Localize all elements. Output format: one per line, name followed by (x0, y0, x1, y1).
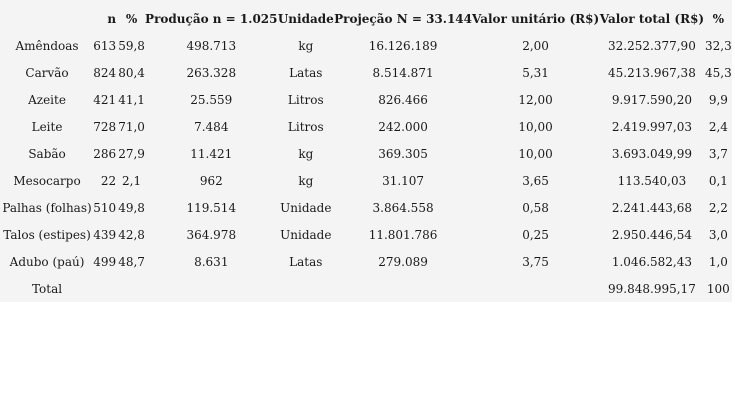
table-row (2, 221, 732, 248)
row-label: Amêndoas (15, 38, 79, 53)
cell-producao: 11.421 (190, 146, 233, 161)
cell-producao: 263.328 (186, 65, 237, 80)
cell-pct-total: 0,1 (708, 173, 728, 188)
cell-valor-unitario: 2,00 (522, 38, 549, 53)
cell-unidade: Latas (289, 65, 323, 80)
table-row (2, 113, 732, 140)
cell-projecao: 369.305 (378, 146, 428, 161)
cell-n: 499 (93, 254, 117, 269)
cell-valor-total: 3.693.049,99 (611, 146, 692, 161)
row-label: Palhas (folhas) (2, 200, 92, 215)
total-row (2, 275, 732, 302)
header-pct: % (125, 11, 138, 26)
cell-valor-total: 113.540,03 (617, 173, 687, 188)
row-label: Leite (31, 119, 63, 134)
cell-pct: 42,8 (118, 227, 145, 242)
table-row (2, 86, 732, 113)
cell-valor-unitario: 0,25 (522, 227, 549, 242)
production-value-table (2, 5, 732, 302)
header-valor-total: Valor total (R$) (599, 11, 705, 26)
header-valor-unitario: Valor unitário (R$) (472, 11, 600, 26)
total-label: Total (31, 281, 63, 296)
header-label (2, 5, 92, 32)
cell-pct: 2,1 (122, 173, 142, 188)
cell-projecao: 31.107 (382, 173, 425, 188)
table-row (2, 194, 732, 221)
cell-unidade: kg (298, 146, 314, 161)
cell-valor-total: 2.419.997,03 (611, 119, 692, 134)
cell-pct-total: 3,7 (708, 146, 728, 161)
cell-valor-total: 45.213.967,38 (608, 65, 696, 80)
row-label: Talos (estipes) (3, 227, 91, 242)
cell-n: 728 (93, 119, 117, 134)
cell-n: 824 (93, 65, 117, 80)
cell-n: 613 (93, 38, 117, 53)
header-pct-total: % (712, 11, 725, 26)
table-row (2, 59, 732, 86)
cell-pct: 27,9 (118, 146, 145, 161)
cell-empty (334, 275, 472, 302)
cell-unidade: Litros (287, 92, 324, 107)
cell-projecao: 242.000 (378, 119, 428, 134)
cell-projecao: 3.864.558 (372, 200, 434, 215)
header-projecao: Projeção N = 33.144 (334, 11, 473, 26)
row-label: Adubo (paú) (9, 254, 85, 269)
row-label: Carvão (25, 65, 69, 80)
cell-projecao: 11.801.786 (368, 227, 438, 242)
cell-pct: 59,8 (118, 38, 145, 53)
cell-pct: 80,4 (118, 65, 145, 80)
cell-pct-total: 9,9 (708, 92, 728, 107)
cell-empty (145, 275, 277, 302)
cell-pct: 41,1 (118, 92, 145, 107)
cell-pct-total: 3,0 (708, 227, 728, 242)
header-n: n (107, 11, 117, 26)
cell-valor-unitario: 10,00 (518, 146, 553, 161)
header-row (2, 5, 732, 32)
cell-unidade: Unidade (280, 200, 332, 215)
table-row (2, 32, 732, 59)
cell-valor-total: 2.241.443,68 (611, 200, 692, 215)
cell-n: 510 (93, 200, 117, 215)
total-pct: 100 (706, 281, 730, 296)
cell-valor-total: 2.950.446,54 (611, 227, 692, 242)
cell-pct-total: 45,3 (705, 65, 732, 80)
cell-producao: 8.631 (194, 254, 229, 269)
cell-valor-total: 1.046.582,43 (611, 254, 692, 269)
cell-projecao: 8.514.871 (372, 65, 434, 80)
cell-unidade: kg (298, 38, 314, 53)
cell-n: 22 (100, 173, 117, 188)
cell-unidade: Unidade (280, 227, 332, 242)
table-row (2, 248, 732, 275)
cell-pct: 48,7 (118, 254, 145, 269)
cell-n: 439 (93, 227, 117, 242)
cell-valor-unitario: 0,58 (522, 200, 549, 215)
cell-valor-unitario: 3,75 (522, 254, 549, 269)
row-label: Azeite (28, 92, 66, 107)
cell-pct: 49,8 (118, 200, 145, 215)
cell-valor-unitario: 12,00 (518, 92, 553, 107)
cell-producao: 119.514 (186, 200, 237, 215)
cell-unidade: Litros (287, 119, 324, 134)
header-unidade: Unidade (277, 11, 334, 26)
cell-projecao: 16.126.189 (368, 38, 438, 53)
total-valor: 99.848.995,17 (608, 281, 696, 296)
cell-pct-total: 1,0 (708, 254, 728, 269)
cell-producao: 364.978 (186, 227, 237, 242)
cell-empty (278, 275, 335, 302)
cell-pct-total: 2,2 (708, 200, 728, 215)
cell-empty (472, 275, 599, 302)
cell-valor-unitario: 5,31 (522, 65, 549, 80)
cell-n: 421 (93, 92, 117, 107)
cell-projecao: 279.089 (378, 254, 428, 269)
cell-producao: 962 (199, 173, 223, 188)
cell-valor-total: 9.917.590,20 (611, 92, 692, 107)
cell-producao: 25.559 (190, 92, 233, 107)
cell-producao: 7.484 (194, 119, 229, 134)
cell-empty (92, 275, 118, 302)
cell-valor-unitario: 3,65 (522, 173, 549, 188)
cell-valor-unitario: 10,00 (518, 119, 553, 134)
header-producao: Produção n = 1.025 (145, 11, 278, 26)
table-row (2, 140, 732, 167)
cell-pct-total: 32,3 (705, 38, 732, 53)
cell-unidade: kg (298, 173, 314, 188)
cell-unidade: Latas (289, 254, 323, 269)
row-label: Sabão (28, 146, 66, 161)
row-label: Mesocarpo (13, 173, 81, 188)
cell-pct: 71,0 (118, 119, 145, 134)
cell-projecao: 826.466 (378, 92, 428, 107)
table-row (2, 167, 732, 194)
cell-producao: 498.713 (186, 38, 237, 53)
cell-pct-total: 2,4 (708, 119, 728, 134)
cell-valor-total: 32.252.377,90 (608, 38, 696, 53)
cell-n: 286 (93, 146, 117, 161)
cell-empty (118, 275, 145, 302)
